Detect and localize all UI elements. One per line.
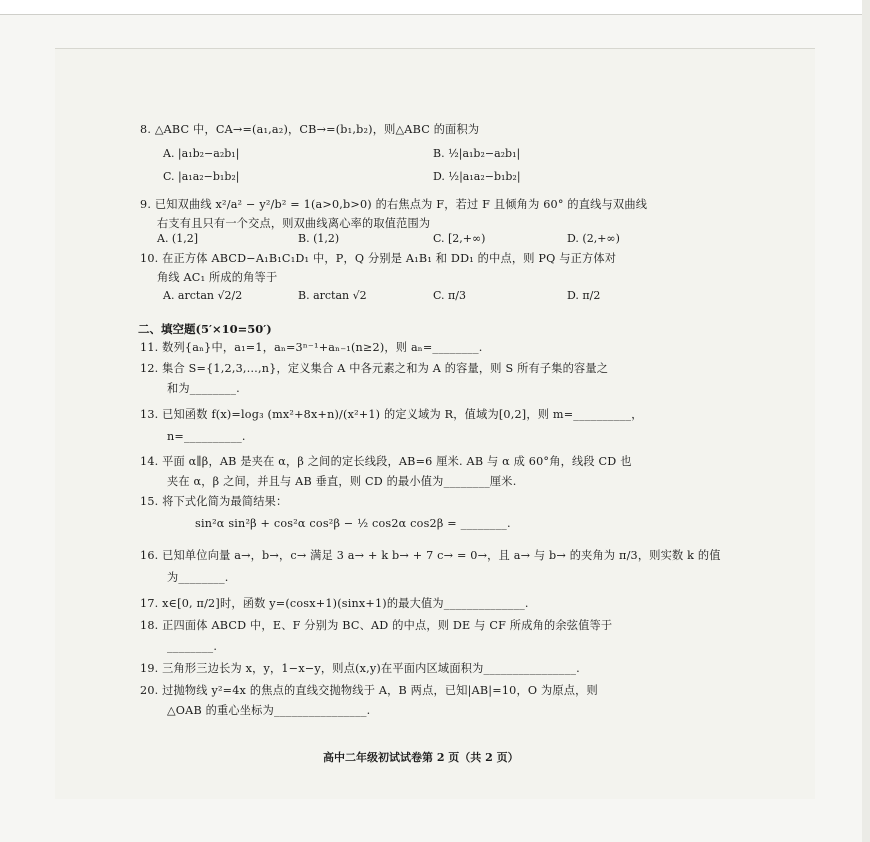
question-15-line-2: sin²α sin²β + cos²α cos²β − ½ cos2α cos2β = ________. [195, 517, 511, 530]
q10-option-c: C. π/3 [433, 289, 466, 302]
q9-option-a: A. (1,2] [157, 232, 199, 245]
question-20-line-1: 20. 过抛物线 y²=4x 的焦点的直线交抛物线于 A，B 两点，已知|AB|=10，O 为原点，则 [140, 684, 598, 697]
q8-option-c: C. |a₁a₂−b₁b₂| [163, 170, 240, 183]
q10-option-d: D. π/2 [567, 289, 601, 302]
page-footer: 高中二年级初试试卷第 2 页（共 2 页） [323, 751, 519, 764]
question-11: 11. 数列{aₙ}中，a₁=1，aₙ=3ⁿ⁻¹+aₙ₋₁(n≥2)，则 aₙ=________. [140, 341, 483, 354]
q10-option-a: A. arctan √2/2 [163, 289, 243, 302]
q9-option-b: B. (1,2) [298, 232, 340, 245]
q9-option-c: C. [2,+∞) [433, 232, 486, 245]
q9-option-d: D. (2,+∞) [567, 232, 620, 245]
q8-option-b: B. ½|a₁b₂−a₂b₁| [433, 147, 521, 160]
question-12-line-1: 12. 集合 S={1,2,3,…,n}，定义集合 A 中各元素之和为 A 的容量，则 S 所有子集的容量之 [140, 362, 609, 375]
q10-option-b: B. arctan √2 [298, 289, 367, 302]
question-14-line-1: 14. 平面 α∥β，AB 是夹在 α，β 之间的定长线段，AB=6 厘米. AB 与 α 成 60°角，线段 CD 也 [140, 455, 632, 468]
question-14-line-2: 夹在 α，β 之间，并且与 AB 垂直，则 CD 的最小值为________厘米. [167, 475, 517, 488]
question-10-line-2: 角线 AC₁ 所成的角等于 [157, 271, 278, 284]
question-17: 17. x∈[0, π/2]时，函数 y=(cosx+1)(sinx+1)的最大值为______________. [140, 597, 529, 610]
question-12-line-2: 和为________. [167, 382, 240, 395]
question-18-line-2: ________. [167, 640, 218, 653]
section-fill-in-header: 二、填空题(5′×10=50′) [138, 322, 272, 336]
question-19: 19. 三角形三边长为 x，y，1−x−y，则点(x,y)在平面内区域面积为________________. [140, 662, 580, 675]
q8-option-a: A. |a₁b₂−a₂b₁| [163, 147, 240, 160]
question-16-line-1: 16. 已知单位向量 a→，b→，c→ 满足 3 a→ + k b→ + 7 c→ = 0→，且 a→ 与 b→ 的夹角为 π/3，则实数 k 的值 [140, 549, 721, 562]
question-8: 8. △ABC 中，CA→=(a₁,a₂)，CB→=(b₁,b₂)，则△ABC 的面积为 [140, 123, 480, 136]
question-9-line-1: 9. 已知双曲线 x²/a² − y²/b² = 1(a>0,b>0) 的右焦点为 F，若过 F 且倾角为 60° 的直线与双曲线 [140, 198, 648, 211]
scan-border-right [862, 0, 870, 842]
question-15-line-1: 15. 将下式化简为最简结果： [140, 495, 288, 508]
exam-page [55, 48, 815, 799]
question-20-line-2: △OAB 的重心坐标为________________. [167, 704, 371, 717]
question-16-line-2: 为________. [167, 571, 229, 584]
scan-border-top [0, 0, 870, 15]
question-13-line-2: n=__________. [167, 430, 246, 443]
question-13-line-1: 13. 已知函数 f(x)=log₃ (mx²+8x+n)/(x²+1) 的定义域为 R，值域为[0,2]，则 m=__________， [140, 408, 643, 421]
question-10-line-1: 10. 在正方体 ABCD−A₁B₁C₁D₁ 中，P，Q 分别是 A₁B₁ 和 DD₁ 的中点，则 PQ 与正方体对 [140, 252, 617, 265]
question-18-line-1: 18. 正四面体 ABCD 中，E、F 分别为 BC、AD 的中点，则 DE 与 CF 所成角的余弦值等于 [140, 619, 613, 632]
question-9-line-2: 右支有且只有一个交点，则双曲线离心率的取值范围为 [157, 217, 431, 230]
q8-option-d: D. ½|a₁a₂−b₁b₂| [433, 170, 521, 183]
